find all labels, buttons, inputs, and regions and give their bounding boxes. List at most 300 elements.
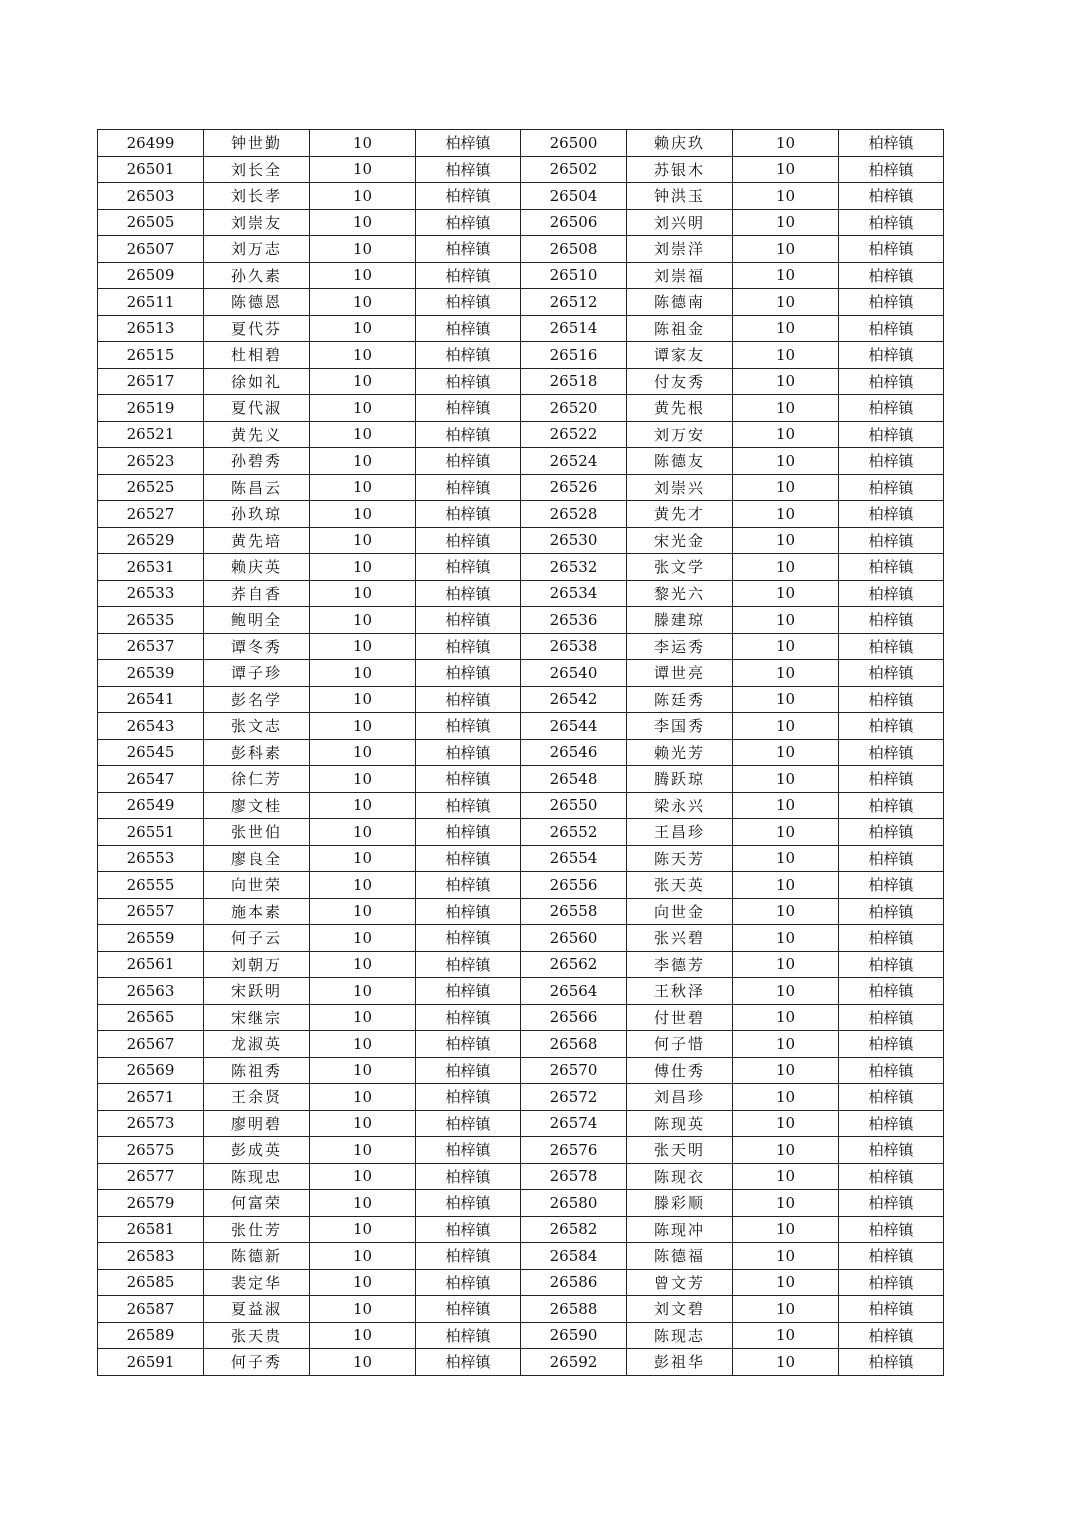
amount-cell: 10 [733,739,839,766]
town-cell: 柏梓镇 [839,607,944,634]
town-cell: 柏梓镇 [416,1243,521,1270]
record-id-cell: 26574 [521,1110,627,1137]
person-name-cell: 廖良全 [204,845,310,872]
town-cell: 柏梓镇 [839,713,944,740]
person-name-cell: 陈现忠 [204,1163,310,1190]
record-id-cell: 26519 [98,395,204,422]
amount-cell: 10 [310,368,416,395]
person-name-cell: 张仕芳 [204,1216,310,1243]
person-name-cell: 龙淑英 [204,1031,310,1058]
amount-cell: 10 [310,1004,416,1031]
record-id-cell: 26570 [521,1057,627,1084]
town-cell: 柏梓镇 [416,580,521,607]
person-name-cell: 刘文碧 [627,1296,733,1323]
record-id-cell: 26572 [521,1084,627,1111]
amount-cell: 10 [733,236,839,263]
table-row [98,1216,944,1243]
amount-cell: 10 [310,872,416,899]
town-cell: 柏梓镇 [839,872,944,899]
amount-cell: 10 [310,978,416,1005]
record-id-cell: 26581 [98,1216,204,1243]
record-id-cell: 26541 [98,686,204,713]
amount-cell: 10 [310,156,416,183]
amount-cell: 10 [310,1163,416,1190]
record-id-cell: 26588 [521,1296,627,1323]
table-row [98,580,944,607]
amount-cell: 10 [733,1190,839,1217]
roster-table-body [98,130,944,1376]
record-id-cell: 26556 [521,872,627,899]
amount-cell: 10 [310,580,416,607]
record-id-cell: 26557 [98,898,204,925]
person-name-cell: 陈现冲 [627,1216,733,1243]
table-row [98,183,944,210]
amount-cell: 10 [733,1163,839,1190]
amount-cell: 10 [310,342,416,369]
table-row [98,1004,944,1031]
table-row [98,130,944,157]
amount-cell: 10 [733,766,839,793]
record-id-cell: 26511 [98,289,204,316]
record-id-cell: 26529 [98,527,204,554]
amount-cell: 10 [733,1137,839,1164]
town-cell: 柏梓镇 [416,792,521,819]
amount-cell: 10 [733,1110,839,1137]
person-name-cell: 黄先义 [204,421,310,448]
record-id-cell: 26521 [98,421,204,448]
table-row [98,421,944,448]
table-row [98,686,944,713]
amount-cell: 10 [310,421,416,448]
town-cell: 柏梓镇 [416,1190,521,1217]
town-cell: 柏梓镇 [839,209,944,236]
record-id-cell: 26524 [521,448,627,475]
amount-cell: 10 [733,845,839,872]
record-id-cell: 26499 [98,130,204,157]
record-id-cell: 26592 [521,1349,627,1376]
record-id-cell: 26571 [98,1084,204,1111]
record-id-cell: 26549 [98,792,204,819]
amount-cell: 10 [310,660,416,687]
record-id-cell: 26551 [98,819,204,846]
record-id-cell: 26518 [521,368,627,395]
amount-cell: 10 [733,660,839,687]
town-cell: 柏梓镇 [839,951,944,978]
record-id-cell: 26558 [521,898,627,925]
amount-cell: 10 [310,1084,416,1111]
town-cell: 柏梓镇 [839,183,944,210]
person-name-cell: 腾跃琼 [627,766,733,793]
amount-cell: 10 [310,474,416,501]
record-id-cell: 26522 [521,421,627,448]
record-id-cell: 26523 [98,448,204,475]
amount-cell: 10 [310,633,416,660]
person-name-cell: 何子秀 [204,1349,310,1376]
person-name-cell: 向世荣 [204,872,310,899]
amount-cell: 10 [733,686,839,713]
record-id-cell: 26507 [98,236,204,263]
record-id-cell: 26586 [521,1269,627,1296]
town-cell: 柏梓镇 [416,739,521,766]
amount-cell: 10 [310,686,416,713]
record-id-cell: 26514 [521,315,627,342]
record-id-cell: 26506 [521,209,627,236]
town-cell: 柏梓镇 [416,686,521,713]
person-name-cell: 孙碧秀 [204,448,310,475]
town-cell: 柏梓镇 [839,395,944,422]
amount-cell: 10 [310,845,416,872]
table-row [98,792,944,819]
person-name-cell: 刘昌珍 [627,1084,733,1111]
amount-cell: 10 [733,1349,839,1376]
person-name-cell: 刘长全 [204,156,310,183]
person-name-cell: 廖文桂 [204,792,310,819]
table-row [98,872,944,899]
table-row [98,1269,944,1296]
person-name-cell: 李德芳 [627,951,733,978]
record-id-cell: 26525 [98,474,204,501]
person-name-cell: 刘万志 [204,236,310,263]
person-name-cell: 付友秀 [627,368,733,395]
table-row [98,713,944,740]
amount-cell: 10 [733,872,839,899]
town-cell: 柏梓镇 [416,289,521,316]
table-row [98,448,944,475]
person-name-cell: 赖光芳 [627,739,733,766]
town-cell: 柏梓镇 [839,898,944,925]
record-id-cell: 26585 [98,1269,204,1296]
amount-cell: 10 [310,1190,416,1217]
person-name-cell: 陈德新 [204,1243,310,1270]
town-cell: 柏梓镇 [839,819,944,846]
record-id-cell: 26503 [98,183,204,210]
table-row [98,978,944,1005]
person-name-cell: 何富荣 [204,1190,310,1217]
town-cell: 柏梓镇 [839,739,944,766]
record-id-cell: 26566 [521,1004,627,1031]
table-row [98,527,944,554]
person-name-cell: 何子惜 [627,1031,733,1058]
amount-cell: 10 [733,368,839,395]
person-name-cell: 陈廷秀 [627,686,733,713]
record-id-cell: 26515 [98,342,204,369]
town-cell: 柏梓镇 [416,262,521,289]
town-cell: 柏梓镇 [416,819,521,846]
record-id-cell: 26537 [98,633,204,660]
person-name-cell: 李运秀 [627,633,733,660]
person-name-cell: 谭家友 [627,342,733,369]
record-id-cell: 26565 [98,1004,204,1031]
amount-cell: 10 [310,183,416,210]
table-row [98,1322,944,1349]
town-cell: 柏梓镇 [839,1110,944,1137]
town-cell: 柏梓镇 [416,633,521,660]
amount-cell: 10 [733,1243,839,1270]
amount-cell: 10 [733,1322,839,1349]
record-id-cell: 26590 [521,1322,627,1349]
record-id-cell: 26544 [521,713,627,740]
town-cell: 柏梓镇 [839,686,944,713]
amount-cell: 10 [310,236,416,263]
table-row [98,925,944,952]
amount-cell: 10 [733,395,839,422]
person-name-cell: 傅仕秀 [627,1057,733,1084]
record-id-cell: 26587 [98,1296,204,1323]
person-name-cell: 裴定华 [204,1269,310,1296]
table-row [98,1190,944,1217]
table-row [98,342,944,369]
amount-cell: 10 [310,1349,416,1376]
town-cell: 柏梓镇 [839,130,944,157]
town-cell: 柏梓镇 [839,1163,944,1190]
town-cell: 柏梓镇 [839,1349,944,1376]
table-row [98,368,944,395]
record-id-cell: 26579 [98,1190,204,1217]
record-id-cell: 26536 [521,607,627,634]
table-row [98,739,944,766]
town-cell: 柏梓镇 [416,342,521,369]
table-row [98,554,944,581]
record-id-cell: 26564 [521,978,627,1005]
person-name-cell: 谭冬秀 [204,633,310,660]
person-name-cell: 李国秀 [627,713,733,740]
person-name-cell: 曾文芳 [627,1269,733,1296]
amount-cell: 10 [733,1031,839,1058]
person-name-cell: 刘兴明 [627,209,733,236]
person-name-cell: 杜相碧 [204,342,310,369]
person-name-cell: 陈现衣 [627,1163,733,1190]
record-id-cell: 26591 [98,1349,204,1376]
record-id-cell: 26510 [521,262,627,289]
person-name-cell: 谭子珍 [204,660,310,687]
person-name-cell: 陈现英 [627,1110,733,1137]
person-name-cell: 陈昌云 [204,474,310,501]
record-id-cell: 26567 [98,1031,204,1058]
town-cell: 柏梓镇 [416,315,521,342]
amount-cell: 10 [310,1110,416,1137]
record-id-cell: 26589 [98,1322,204,1349]
town-cell: 柏梓镇 [416,1110,521,1137]
amount-cell: 10 [733,527,839,554]
amount-cell: 10 [310,554,416,581]
table-row [98,395,944,422]
person-name-cell: 陈祖金 [627,315,733,342]
table-row [98,1349,944,1376]
town-cell: 柏梓镇 [416,554,521,581]
town-cell: 柏梓镇 [839,1057,944,1084]
amount-cell: 10 [310,792,416,819]
town-cell: 柏梓镇 [839,1004,944,1031]
person-name-cell: 彭成英 [204,1137,310,1164]
person-name-cell: 张兴碧 [627,925,733,952]
record-id-cell: 26576 [521,1137,627,1164]
person-name-cell: 彭科素 [204,739,310,766]
amount-cell: 10 [310,951,416,978]
record-id-cell: 26584 [521,1243,627,1270]
amount-cell: 10 [310,898,416,925]
town-cell: 柏梓镇 [416,1137,521,1164]
town-cell: 柏梓镇 [839,421,944,448]
town-cell: 柏梓镇 [839,315,944,342]
record-id-cell: 26526 [521,474,627,501]
amount-cell: 10 [733,209,839,236]
town-cell: 柏梓镇 [416,766,521,793]
person-name-cell: 夏代芬 [204,315,310,342]
record-id-cell: 26577 [98,1163,204,1190]
person-name-cell: 刘万安 [627,421,733,448]
town-cell: 柏梓镇 [416,236,521,263]
table-row [98,1296,944,1323]
town-cell: 柏梓镇 [416,1216,521,1243]
town-cell: 柏梓镇 [416,130,521,157]
person-name-cell: 张文志 [204,713,310,740]
record-id-cell: 26528 [521,501,627,528]
amount-cell: 10 [310,395,416,422]
person-name-cell: 王昌珍 [627,819,733,846]
town-cell: 柏梓镇 [839,925,944,952]
amount-cell: 10 [310,819,416,846]
amount-cell: 10 [310,289,416,316]
town-cell: 柏梓镇 [416,1031,521,1058]
town-cell: 柏梓镇 [839,1084,944,1111]
record-id-cell: 26535 [98,607,204,634]
amount-cell: 10 [733,448,839,475]
town-cell: 柏梓镇 [416,607,521,634]
amount-cell: 10 [310,1322,416,1349]
town-cell: 柏梓镇 [839,474,944,501]
town-cell: 柏梓镇 [839,342,944,369]
amount-cell: 10 [733,421,839,448]
amount-cell: 10 [310,1057,416,1084]
table-row [98,315,944,342]
record-id-cell: 26500 [521,130,627,157]
table-row [98,262,944,289]
record-id-cell: 26530 [521,527,627,554]
person-name-cell: 苏银木 [627,156,733,183]
amount-cell: 10 [310,766,416,793]
record-id-cell: 26562 [521,951,627,978]
record-id-cell: 26512 [521,289,627,316]
town-cell: 柏梓镇 [416,1084,521,1111]
person-name-cell: 刘朝万 [204,951,310,978]
town-cell: 柏梓镇 [416,1163,521,1190]
town-cell: 柏梓镇 [416,898,521,925]
person-name-cell: 谭世亮 [627,660,733,687]
person-name-cell: 刘崇福 [627,262,733,289]
amount-cell: 10 [733,792,839,819]
town-cell: 柏梓镇 [416,1057,521,1084]
person-name-cell: 陈现志 [627,1322,733,1349]
town-cell: 柏梓镇 [839,527,944,554]
record-id-cell: 26547 [98,766,204,793]
person-name-cell: 陈天芳 [627,845,733,872]
record-id-cell: 26533 [98,580,204,607]
record-id-cell: 26573 [98,1110,204,1137]
record-id-cell: 26509 [98,262,204,289]
person-name-cell: 彭祖华 [627,1349,733,1376]
amount-cell: 10 [733,342,839,369]
town-cell: 柏梓镇 [416,421,521,448]
town-cell: 柏梓镇 [416,395,521,422]
person-name-cell: 陈祖秀 [204,1057,310,1084]
person-name-cell: 宋跃明 [204,978,310,1005]
amount-cell: 10 [733,1296,839,1323]
town-cell: 柏梓镇 [839,156,944,183]
amount-cell: 10 [733,156,839,183]
person-name-cell: 梁永兴 [627,792,733,819]
record-id-cell: 26527 [98,501,204,528]
town-cell: 柏梓镇 [839,978,944,1005]
town-cell: 柏梓镇 [416,660,521,687]
amount-cell: 10 [310,1296,416,1323]
town-cell: 柏梓镇 [839,501,944,528]
person-name-cell: 滕建琼 [627,607,733,634]
record-id-cell: 26501 [98,156,204,183]
town-cell: 柏梓镇 [839,236,944,263]
person-name-cell: 钟洪玉 [627,183,733,210]
amount-cell: 10 [310,1031,416,1058]
town-cell: 柏梓镇 [416,1004,521,1031]
table-row [98,1057,944,1084]
town-cell: 柏梓镇 [416,925,521,952]
town-cell: 柏梓镇 [839,845,944,872]
town-cell: 柏梓镇 [416,474,521,501]
amount-cell: 10 [733,183,839,210]
town-cell: 柏梓镇 [416,978,521,1005]
town-cell: 柏梓镇 [416,448,521,475]
amount-cell: 10 [733,262,839,289]
amount-cell: 10 [733,289,839,316]
table-row [98,607,944,634]
amount-cell: 10 [310,607,416,634]
town-cell: 柏梓镇 [839,448,944,475]
person-name-cell: 张天明 [627,1137,733,1164]
person-name-cell: 夏代淑 [204,395,310,422]
record-id-cell: 26555 [98,872,204,899]
person-name-cell: 赖庆英 [204,554,310,581]
record-id-cell: 26580 [521,1190,627,1217]
record-id-cell: 26542 [521,686,627,713]
town-cell: 柏梓镇 [416,1269,521,1296]
record-id-cell: 26561 [98,951,204,978]
amount-cell: 10 [310,1269,416,1296]
amount-cell: 10 [310,1137,416,1164]
town-cell: 柏梓镇 [839,1216,944,1243]
table-row [98,156,944,183]
record-id-cell: 26560 [521,925,627,952]
amount-cell: 10 [310,713,416,740]
person-name-cell: 张世伯 [204,819,310,846]
town-cell: 柏梓镇 [416,1296,521,1323]
table-row [98,1110,944,1137]
record-id-cell: 26582 [521,1216,627,1243]
record-id-cell: 26513 [98,315,204,342]
person-name-cell: 刘崇洋 [627,236,733,263]
record-id-cell: 26575 [98,1137,204,1164]
amount-cell: 10 [310,130,416,157]
amount-cell: 10 [733,474,839,501]
town-cell: 柏梓镇 [839,1269,944,1296]
person-name-cell: 宋光金 [627,527,733,554]
amount-cell: 10 [310,925,416,952]
town-cell: 柏梓镇 [839,262,944,289]
record-id-cell: 26538 [521,633,627,660]
amount-cell: 10 [733,951,839,978]
table-row [98,1163,944,1190]
table-row [98,289,944,316]
town-cell: 柏梓镇 [839,289,944,316]
person-name-cell: 张天贵 [204,1322,310,1349]
